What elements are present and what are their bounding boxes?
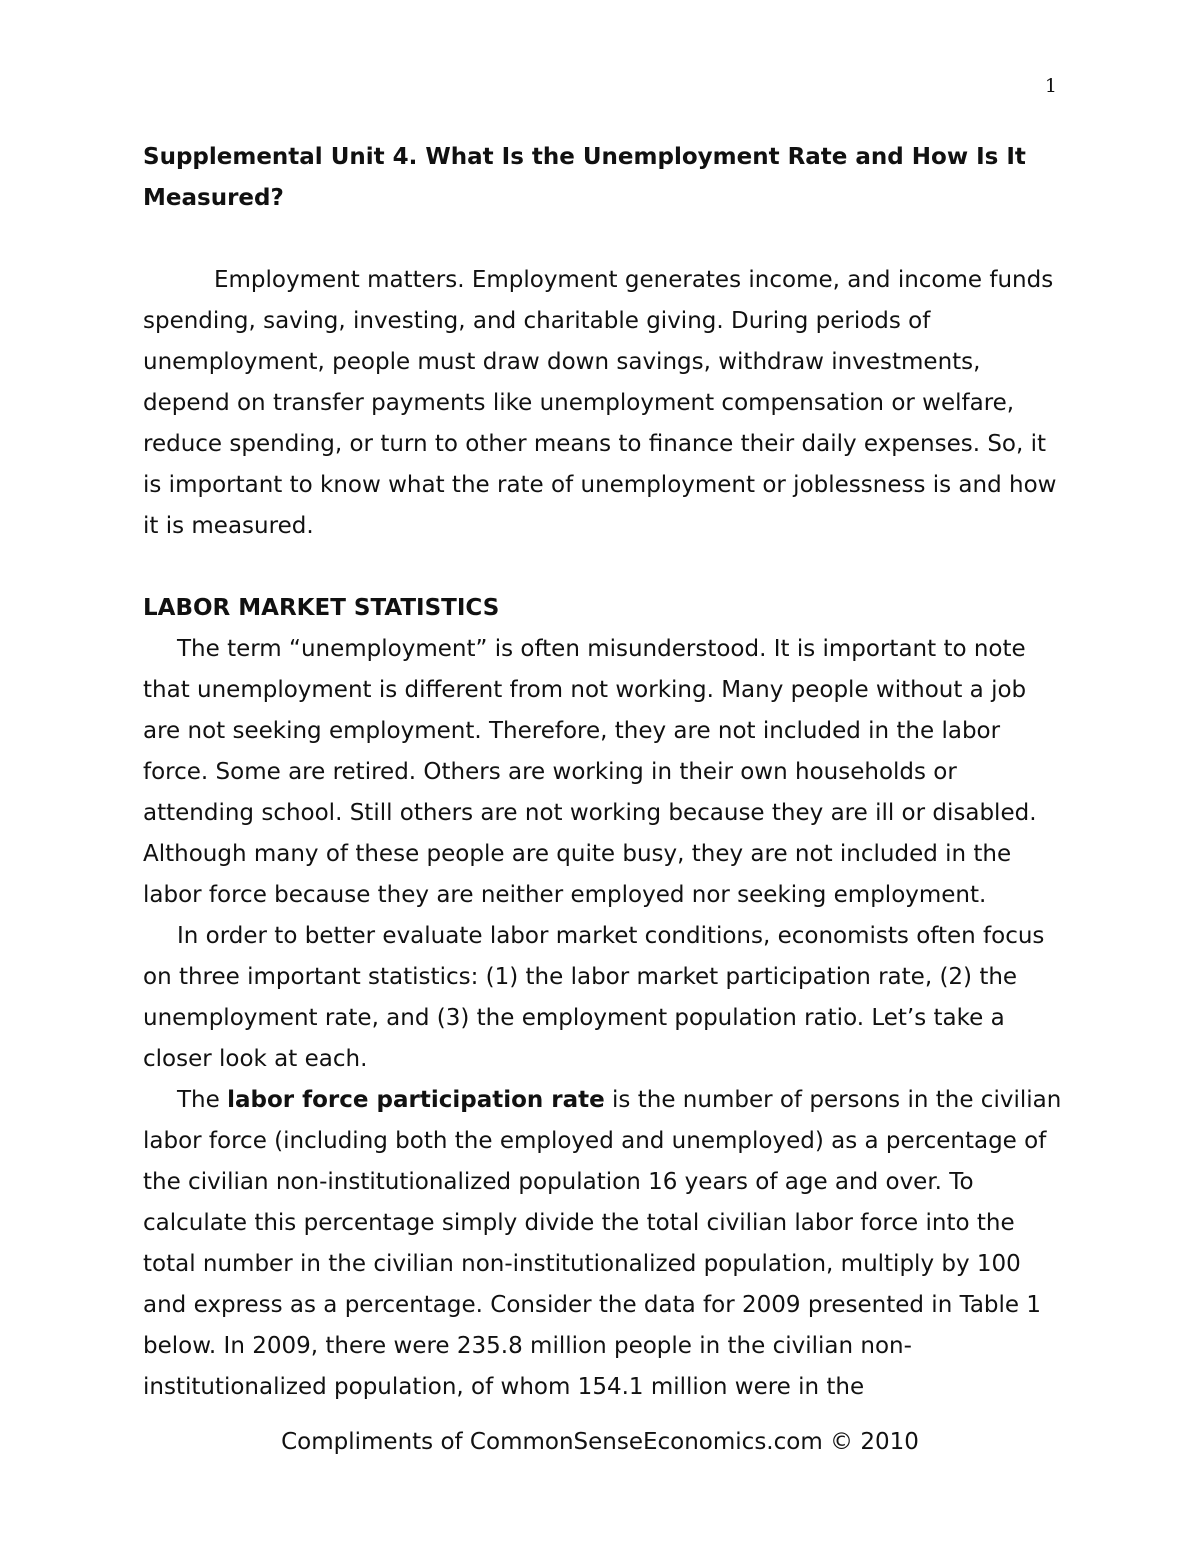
intro-paragraph: Employment matters. Employment generates income, and income funds spending, saving, investing, and charitable giving. During periods of unemployment, people must draw down savings, withdraw investments, depend on transfer payments like unemployment compensation or welfare, reduce spending, or turn to other means to finance their daily expenses. So, it is important to know what the rate of unemployment or joblessness is and how it is measured. bbox=[143, 267, 1057, 539]
paragraph-rest: is the number of persons in the civilian labor force (including both the employed and unemployed) as a percentage of the civilian non-institutionalized population 16 years of age and over. To calculate this percentage simply divide the total civilian labor force into the total number in the civilian non-institutionalized population, multiply by 100 and express as a percentage. Consider the data for 2009 presented in Table 1 below. In 2009, there were 235.8 million people in the civilian non-institutionalized population, of whom 154.1 million were in the bbox=[143, 1087, 1062, 1400]
document-body bbox=[143, 137, 1068, 1408]
spacer bbox=[143, 219, 1068, 260]
section-heading: LABOR MARKET STATISTICS bbox=[143, 595, 500, 621]
bold-term-labor-force-participation-rate: labor force participation rate bbox=[227, 1087, 605, 1113]
page-number: 1 bbox=[1044, 75, 1057, 97]
document-title: Supplemental Unit 4. What Is the Unemployment Rate and How Is It Measured? bbox=[143, 144, 1026, 211]
paragraph-unemployment-definition: The term “unemployment” is often misunderstood. It is important to note that unemployment is different from not working. Many people without a job are not seeking employment. Therefore, they are not included in the labor force. Some are retired. Others are working in their own households or attending school. Still others are not working because they are ill or disabled. Although many of these people are quite busy, they are not included in the labor force because they are neither employed nor seeking employment. bbox=[143, 636, 1037, 908]
paragraph-lead: The bbox=[177, 1087, 228, 1113]
paragraph-participation-rate bbox=[143, 1080, 1068, 1408]
footer-credit: Compliments of CommonSenseEconomics.com © 2010 bbox=[281, 1429, 919, 1455]
spacer bbox=[143, 547, 1068, 588]
paragraph-three-statistics: In order to better evaluate labor market conditions, economists often focus on three important statistics: (1) the labor market participation rate, (2) the unemployment rate, and (3) the employment population ratio. Let’s take a closer look at each. bbox=[143, 923, 1045, 1072]
